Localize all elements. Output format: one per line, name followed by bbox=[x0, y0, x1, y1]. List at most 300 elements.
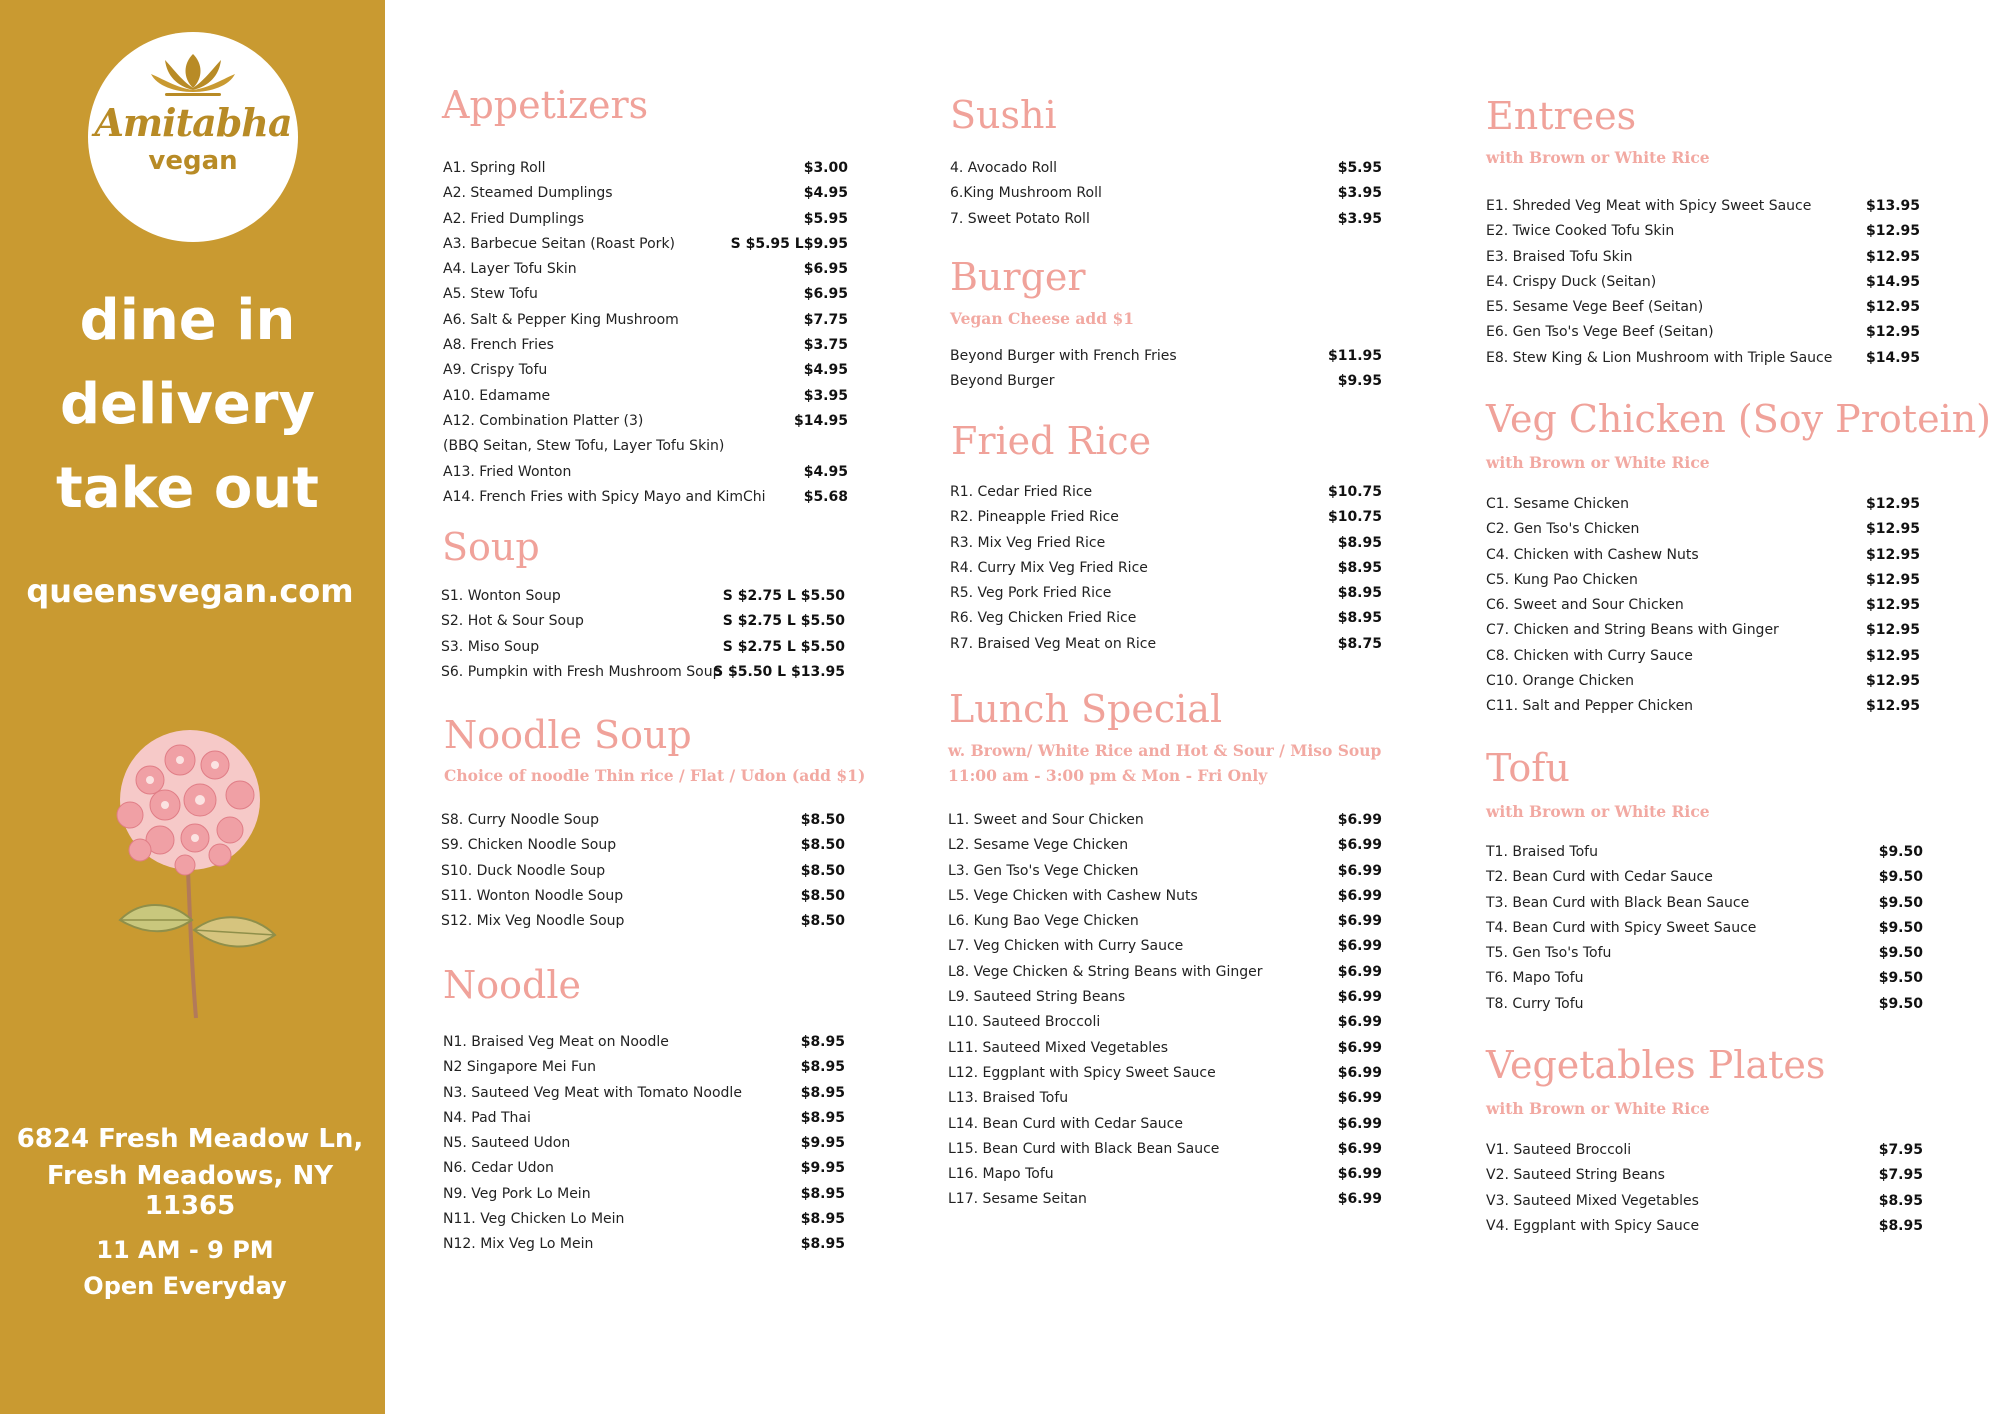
lunch-special-subtitle: w. Brown/ White Rice and Hot & Sour / Miso Soup bbox=[948, 741, 1382, 760]
menu-item bbox=[1486, 219, 1920, 244]
menu-item-price: $14.95 bbox=[1865, 273, 1920, 290]
menu-item-price: $12.95 bbox=[1865, 673, 1920, 690]
menu-item-name: L16. Mapo Tofu bbox=[948, 1166, 1054, 1183]
menu-item-price: $8.95 bbox=[1878, 1217, 1923, 1234]
menu-item-price: S $2.75 L $5.50 bbox=[722, 638, 845, 655]
menu-item-price: S $2.75 L $5.50 bbox=[722, 588, 845, 604]
menu-item-price: $6.99 bbox=[1337, 1064, 1382, 1081]
menu-item bbox=[443, 460, 848, 485]
menu-item bbox=[443, 358, 848, 383]
menu-item-name: E2. Twice Cooked Tofu Skin bbox=[1486, 223, 1675, 240]
menu-item-price: $14.95 bbox=[793, 412, 848, 429]
menu-item-name: T6. Mapo Tofu bbox=[1486, 970, 1584, 987]
menu-item-price: $6.99 bbox=[1337, 1014, 1382, 1031]
menu-item-price: $9.95 bbox=[800, 1160, 845, 1177]
menu-item-price: $8.95 bbox=[1878, 1192, 1923, 1209]
menu-item-price: $5.95 bbox=[1337, 160, 1382, 176]
menu-item-name: L8. Vege Chicken & String Beans with Ginger bbox=[948, 963, 1263, 980]
menu-item-price: $12.95 bbox=[1865, 571, 1920, 588]
logo bbox=[88, 32, 298, 242]
menu-item-price: $10.75 bbox=[1327, 484, 1382, 500]
open-everyday: Open Everyday bbox=[83, 1272, 287, 1300]
menu-item bbox=[443, 207, 848, 232]
menu-item bbox=[1486, 694, 1920, 719]
lotus-icon bbox=[143, 50, 243, 100]
menu-item bbox=[950, 581, 1382, 606]
menu-item-price: $8.50 bbox=[800, 887, 845, 904]
sushi-title: Sushi bbox=[950, 93, 1057, 137]
menu-item bbox=[1486, 1163, 1923, 1188]
menu-item-name: C11. Salt and Pepper Chicken bbox=[1486, 698, 1694, 715]
menu-item-price: $3.95 bbox=[1337, 185, 1382, 202]
menu-item-price: $8.50 bbox=[800, 913, 845, 930]
menu-item-name: C7. Chicken and String Beans with Ginger bbox=[1486, 622, 1779, 639]
menu-item bbox=[1486, 840, 1923, 865]
menu-item bbox=[443, 156, 848, 181]
menu-item-price: $12.95 bbox=[1865, 622, 1920, 639]
menu-item-price: $8.95 bbox=[800, 1059, 845, 1076]
menu-item-name: T1. Braised Tofu bbox=[1486, 844, 1598, 860]
menu-item-name: 4. Avocado Roll bbox=[950, 160, 1058, 176]
veg-chicken-list bbox=[1486, 492, 1920, 720]
menu-item-price: $9.50 bbox=[1878, 869, 1923, 886]
noodle-list bbox=[443, 1030, 845, 1258]
menu-item bbox=[1486, 568, 1920, 593]
menu-item-name: L7. Veg Chicken with Curry Sauce bbox=[948, 938, 1184, 955]
menu-item-price: $6.95 bbox=[803, 286, 848, 303]
menu-item bbox=[948, 1162, 1382, 1187]
menu-item-price: $12.95 bbox=[1865, 521, 1920, 538]
menu-item-price: $4.95 bbox=[803, 463, 848, 480]
menu-item bbox=[443, 1106, 845, 1131]
menu-item bbox=[1486, 1138, 1923, 1163]
menu-item-price: $12.95 bbox=[1865, 299, 1920, 316]
menu-item-price: $6.99 bbox=[1337, 1140, 1382, 1157]
menu-item bbox=[441, 609, 845, 634]
hydrangea-flower-icon bbox=[70, 720, 310, 1020]
menu-item-price: $12.95 bbox=[1865, 597, 1920, 614]
menu-item-price: $9.50 bbox=[1878, 970, 1923, 987]
menu-item-name: A4. Layer Tofu Skin bbox=[443, 261, 577, 278]
menu-item-price: $6.99 bbox=[1337, 1039, 1382, 1056]
menu-item-name: L1. Sweet and Sour Chicken bbox=[948, 812, 1144, 828]
menu-item-name: L15. Bean Curd with Black Bean Sauce bbox=[948, 1140, 1220, 1157]
menu-item bbox=[441, 833, 845, 858]
menu-item-name: A1. Spring Roll bbox=[443, 160, 546, 176]
menu-item-price: $3.95 bbox=[1337, 210, 1382, 227]
menu-item-name: S10. Duck Noodle Soup bbox=[441, 862, 606, 879]
menu-item-name: A9. Crispy Tofu bbox=[443, 362, 548, 379]
menu-item bbox=[1486, 194, 1920, 219]
menu-item bbox=[1486, 916, 1923, 941]
menu-item-name: C6. Sweet and Sour Chicken bbox=[1486, 597, 1684, 614]
menu-item bbox=[1486, 941, 1923, 966]
menu-item-price: $12.95 bbox=[1865, 248, 1920, 265]
menu-item bbox=[443, 232, 848, 257]
menu-item bbox=[443, 485, 848, 510]
appetizers-title: Appetizers bbox=[442, 83, 649, 127]
menu-item bbox=[948, 960, 1382, 985]
menu-item-name: T3. Bean Curd with Black Bean Sauce bbox=[1486, 894, 1750, 911]
menu-item bbox=[950, 632, 1382, 657]
menu-item bbox=[948, 985, 1382, 1010]
menu-item-name: A14. French Fries with Spicy Mayo and KimChi bbox=[443, 488, 766, 505]
soup-list bbox=[441, 584, 845, 685]
logo-subtext: vegan bbox=[148, 146, 238, 176]
menu-item-price: $12.95 bbox=[1865, 223, 1920, 240]
fried-rice-list bbox=[950, 480, 1382, 657]
menu-item-name: 7. Sweet Potato Roll bbox=[950, 210, 1090, 227]
menu-item-price: $11.95 bbox=[1327, 348, 1382, 364]
menu-item-price: S $5.95 L$9.95 bbox=[730, 235, 848, 252]
menu-item-price: $9.50 bbox=[1878, 919, 1923, 936]
menu-item bbox=[1486, 992, 1923, 1017]
menu-item-price: $7.95 bbox=[1878, 1142, 1923, 1158]
menu-item-price: $8.95 bbox=[800, 1084, 845, 1101]
menu-item-name: V2. Sauteed String Beans bbox=[1486, 1167, 1665, 1184]
menu-item-price: $6.99 bbox=[1337, 1166, 1382, 1183]
menu-item-price: $10.75 bbox=[1327, 509, 1382, 526]
menu-item-price: $3.00 bbox=[803, 160, 848, 176]
menu-item-price: $6.99 bbox=[1337, 989, 1382, 1006]
menu-item-name: N1. Braised Veg Meat on Noodle bbox=[443, 1034, 669, 1050]
appetizers-list bbox=[443, 156, 848, 510]
entrees-title: Entrees bbox=[1486, 94, 1637, 138]
menu-item bbox=[441, 909, 845, 934]
menu-item-name: N6. Cedar Udon bbox=[443, 1160, 554, 1177]
menu-item-name: E6. Gen Tso's Vege Beef (Seitan) bbox=[1486, 324, 1714, 341]
menu-item-name: L17. Sesame Seitan bbox=[948, 1191, 1087, 1208]
menu-item-name: S11. Wonton Noodle Soup bbox=[441, 887, 624, 904]
menu-item bbox=[443, 282, 848, 307]
menu-item-price: $6.99 bbox=[1337, 1115, 1382, 1132]
menu-item bbox=[950, 181, 1382, 206]
menu-item-price: $8.75 bbox=[1337, 635, 1382, 652]
menu-item bbox=[441, 884, 845, 909]
menu-item-price: $13.95 bbox=[1865, 198, 1920, 214]
sushi-list bbox=[950, 156, 1382, 232]
menu-item-name: R3. Mix Veg Fried Rice bbox=[950, 534, 1106, 551]
menu-item bbox=[948, 1187, 1382, 1212]
menu-item-name: R2. Pineapple Fried Rice bbox=[950, 509, 1119, 526]
menu-item bbox=[443, 308, 848, 333]
menu-item bbox=[1486, 1214, 1923, 1239]
menu-item-price: $6.99 bbox=[1337, 812, 1382, 828]
menu-item bbox=[443, 1030, 845, 1055]
entrees-list bbox=[1486, 194, 1920, 371]
menu-item-price: $12.95 bbox=[1865, 546, 1920, 563]
menu-item-price: $8.50 bbox=[800, 812, 845, 828]
menu-item-price: $5.95 bbox=[803, 210, 848, 227]
menu-item-price: $6.99 bbox=[1337, 963, 1382, 980]
menu-item bbox=[1486, 492, 1920, 517]
menu-item-price: S $2.75 L $5.50 bbox=[722, 613, 845, 630]
menu-item-price: $9.95 bbox=[1337, 373, 1382, 390]
menu-item bbox=[1486, 543, 1920, 568]
menu-item-price: $4.95 bbox=[803, 362, 848, 379]
menu-item bbox=[948, 884, 1382, 909]
menu-item-name: A5. Stew Tofu bbox=[443, 286, 538, 303]
menu-item-name: E4. Crispy Duck (Seitan) bbox=[1486, 273, 1657, 290]
menu-item bbox=[441, 859, 845, 884]
menu-item bbox=[443, 1131, 845, 1156]
menu-item bbox=[948, 1137, 1382, 1162]
menu-item-price: $12.95 bbox=[1865, 496, 1920, 512]
menu-item-name: A12. Combination Platter (3) bbox=[443, 412, 644, 429]
menu-item-name: C10. Orange Chicken bbox=[1486, 673, 1634, 690]
menu-item-name: V4. Eggplant with Spicy Sauce bbox=[1486, 1217, 1700, 1234]
address-city: Fresh Meadows, NY 11365 bbox=[46, 1161, 334, 1221]
menu-item-name: S12. Mix Veg Noodle Soup bbox=[441, 913, 625, 930]
menu-item-name: A6. Salt & Pepper King Mushroom bbox=[443, 311, 679, 328]
menu-item-name: C2. Gen Tso's Chicken bbox=[1486, 521, 1640, 538]
menu-item-name: Beyond Burger bbox=[950, 373, 1055, 390]
menu-item-name: R7. Braised Veg Meat on Rice bbox=[950, 635, 1157, 652]
entrees-subtitle: with Brown or White Rice bbox=[1486, 148, 1710, 167]
menu-item-price: $6.99 bbox=[1337, 1090, 1382, 1107]
menu-item-name: C5. Kung Pao Chicken bbox=[1486, 571, 1638, 588]
menu-item-price: $9.50 bbox=[1878, 844, 1923, 860]
menu-item-name: T5. Gen Tso's Tofu bbox=[1486, 945, 1612, 962]
menu-item-price: $8.50 bbox=[800, 837, 845, 854]
menu-item bbox=[1486, 669, 1920, 694]
menu-item-name: S1. Wonton Soup bbox=[441, 588, 561, 604]
menu-item bbox=[950, 531, 1382, 556]
menu-item-price: $12.95 bbox=[1865, 647, 1920, 664]
menu-item bbox=[443, 257, 848, 282]
menu-item bbox=[443, 1055, 845, 1080]
lunch-special-title: Lunch Special bbox=[949, 687, 1223, 731]
menu-item-price: $9.50 bbox=[1878, 945, 1923, 962]
menu-item-name: C4. Chicken with Cashew Nuts bbox=[1486, 546, 1699, 563]
menu-item-name: V3. Sauteed Mixed Vegetables bbox=[1486, 1192, 1699, 1209]
menu-item-name: R5. Veg Pork Fried Rice bbox=[950, 585, 1112, 602]
menu-item-name: S2. Hot & Sour Soup bbox=[441, 613, 584, 630]
menu-item-name: T4. Bean Curd with Spicy Sweet Sauce bbox=[1486, 919, 1757, 936]
menu-item-name: L9. Sauteed String Beans bbox=[948, 989, 1126, 1006]
menu-item-price: $6.99 bbox=[1337, 913, 1382, 930]
menu-item bbox=[948, 1036, 1382, 1061]
menu-item bbox=[1486, 295, 1920, 320]
hours: 11 AM - 9 PM bbox=[96, 1236, 274, 1264]
menu-item-name: L14. Bean Curd with Cedar Sauce bbox=[948, 1115, 1183, 1132]
menu-item bbox=[1486, 618, 1920, 643]
menu-item bbox=[1486, 865, 1923, 890]
lunch-special-list bbox=[948, 808, 1382, 1213]
menu-item bbox=[443, 1156, 845, 1181]
tofu-list bbox=[1486, 840, 1923, 1017]
menu-item-price: $8.95 bbox=[1337, 585, 1382, 602]
menu-item bbox=[443, 181, 848, 206]
menu-item bbox=[1486, 593, 1920, 618]
menu-item bbox=[950, 606, 1382, 631]
menu-item bbox=[1486, 891, 1923, 916]
menu-item-name: L13. Braised Tofu bbox=[948, 1090, 1069, 1107]
menu-item bbox=[441, 808, 845, 833]
menu-item-name: N3. Sauteed Veg Meat with Tomato Noodle bbox=[443, 1084, 742, 1101]
soup-title: Soup bbox=[442, 525, 540, 569]
veg-chicken-subtitle: with Brown or White Rice bbox=[1486, 453, 1710, 472]
address-street: 6824 Fresh Meadow Ln, bbox=[16, 1124, 364, 1154]
menu-item-price: $9.50 bbox=[1878, 995, 1923, 1012]
menu-item-price: $3.75 bbox=[803, 337, 848, 354]
menu-item-name: R6. Veg Chicken Fried Rice bbox=[950, 610, 1137, 627]
menu-item bbox=[950, 480, 1382, 505]
burger-subtitle: Vegan Cheese add $1 bbox=[950, 309, 1135, 328]
menu-item-name: N11. Veg Chicken Lo Mein bbox=[443, 1211, 625, 1228]
menu-item bbox=[1486, 966, 1923, 991]
logo-text: Amitabha bbox=[94, 100, 292, 145]
menu-item-name: A13. Fried Wonton bbox=[443, 463, 572, 480]
menu-item-price: $6.95 bbox=[803, 261, 848, 278]
menu-item-price: $6.99 bbox=[1337, 887, 1382, 904]
menu-item-price: $8.95 bbox=[800, 1236, 845, 1253]
noodle-title: Noodle bbox=[443, 963, 581, 1007]
noodle-soup-list bbox=[441, 808, 845, 934]
menu-item bbox=[443, 333, 848, 358]
menu-item bbox=[948, 909, 1382, 934]
menu-item bbox=[443, 384, 848, 409]
menu-item bbox=[1486, 346, 1920, 371]
menu-item-name: S8. Curry Noodle Soup bbox=[441, 812, 599, 828]
menu-item bbox=[443, 1207, 845, 1232]
menu-item bbox=[950, 207, 1382, 232]
burger-title: Burger bbox=[950, 255, 1086, 299]
veg-chicken-title: Veg Chicken (Soy Protein) bbox=[1486, 397, 1992, 441]
menu-item bbox=[1486, 644, 1920, 669]
menu-item-name: C1. Sesame Chicken bbox=[1486, 496, 1629, 512]
menu-item bbox=[443, 434, 848, 459]
menu-item-price: $12.95 bbox=[1865, 698, 1920, 715]
menu-item-price: $9.95 bbox=[800, 1135, 845, 1152]
menu-item-name: E5. Sesame Vege Beef (Seitan) bbox=[1486, 299, 1704, 316]
tofu-title: Tofu bbox=[1486, 746, 1570, 790]
menu-item-name: L5. Vege Chicken with Cashew Nuts bbox=[948, 887, 1198, 904]
menu-item-name: L2. Sesame Vege Chicken bbox=[948, 837, 1129, 854]
menu-item bbox=[441, 635, 845, 660]
menu-item bbox=[1486, 270, 1920, 295]
menu-item bbox=[948, 1112, 1382, 1137]
menu-item-price: $6.99 bbox=[1337, 837, 1382, 854]
menu-item-name: L12. Eggplant with Spicy Sweet Sauce bbox=[948, 1064, 1216, 1081]
menu-item-name: L11. Sauteed Mixed Vegetables bbox=[948, 1039, 1169, 1056]
menu-item-price: $6.99 bbox=[1337, 938, 1382, 955]
menu-item bbox=[950, 556, 1382, 581]
menu-item-name: T8. Curry Tofu bbox=[1486, 995, 1584, 1012]
menu-item-price: $8.95 bbox=[800, 1109, 845, 1126]
menu-item bbox=[1486, 245, 1920, 270]
menu-item bbox=[443, 1081, 845, 1106]
menu-item-name: S6. Pumpkin with Fresh Mushroom Soup bbox=[441, 663, 722, 680]
vegetables-title: Vegetables Plates bbox=[1486, 1043, 1826, 1087]
menu-item-name: L6. Kung Bao Vege Chicken bbox=[948, 913, 1139, 930]
menu-item-price: $3.95 bbox=[803, 387, 848, 404]
menu-item bbox=[948, 1061, 1382, 1086]
menu-item bbox=[443, 1182, 845, 1207]
menu-item bbox=[950, 505, 1382, 530]
menu-item bbox=[1486, 517, 1920, 542]
menu-item-name: E8. Stew King & Lion Mushroom with Triple Sauce bbox=[1486, 349, 1833, 366]
menu-item-name: Beyond Burger with French Fries bbox=[950, 348, 1177, 364]
menu-item bbox=[948, 934, 1382, 959]
menu-item-price: $6.99 bbox=[1337, 862, 1382, 879]
menu-item bbox=[948, 859, 1382, 884]
menu-item-price: $14.95 bbox=[1865, 349, 1920, 366]
menu-item bbox=[1486, 1189, 1923, 1214]
menu-item bbox=[948, 808, 1382, 833]
tagline-dine-in: dine in bbox=[79, 288, 296, 353]
menu-item bbox=[443, 409, 848, 434]
menu-item-name: A2. Fried Dumplings bbox=[443, 210, 585, 227]
menu-item-name: L10. Sauteed Broccoli bbox=[948, 1014, 1101, 1031]
menu-item bbox=[441, 584, 845, 609]
menu-item-price: $8.95 bbox=[800, 1185, 845, 1202]
menu-item bbox=[443, 1232, 845, 1257]
menu-item-name: T2. Bean Curd with Cedar Sauce bbox=[1486, 869, 1713, 886]
menu-item-name: E1. Shreded Veg Meat with Spicy Sweet Sauce bbox=[1486, 198, 1812, 214]
menu-item-name: A2. Steamed Dumplings bbox=[443, 185, 613, 202]
menu-item bbox=[950, 369, 1382, 394]
menu-item-name: L3. Gen Tso's Vege Chicken bbox=[948, 862, 1139, 879]
menu-item-name: A8. French Fries bbox=[443, 337, 554, 354]
sidebar bbox=[0, 0, 385, 1414]
menu-item-price: $6.99 bbox=[1337, 1191, 1382, 1208]
lunch-special-hours: 11:00 am - 3:00 pm & Mon - Fri Only bbox=[948, 766, 1268, 785]
tofu-subtitle: with Brown or White Rice bbox=[1486, 802, 1710, 821]
menu-item-name: R4. Curry Mix Veg Fried Rice bbox=[950, 559, 1148, 576]
menu-item-price: $12.95 bbox=[1865, 324, 1920, 341]
menu-item-name: A3. Barbecue Seitan (Roast Pork) bbox=[443, 235, 676, 252]
noodle-soup-title: Noodle Soup bbox=[444, 713, 692, 757]
menu-item-price: $8.95 bbox=[1337, 610, 1382, 627]
menu-item-name: V1. Sauteed Broccoli bbox=[1486, 1142, 1632, 1158]
menu-item-price: $5.68 bbox=[803, 488, 848, 505]
menu-item-price: $7.95 bbox=[1878, 1167, 1923, 1184]
menu-item bbox=[948, 1086, 1382, 1111]
menu-item-name: (BBQ Seitan, Stew Tofu, Layer Tofu Skin) bbox=[443, 438, 725, 455]
tagline-take-out: take out bbox=[56, 456, 319, 521]
menu-item-price: $8.95 bbox=[1337, 534, 1382, 551]
menu-item-name: A10. Edamame bbox=[443, 387, 551, 404]
noodle-soup-subtitle: Choice of noodle Thin rice / Flat / Udon (add $1) bbox=[444, 766, 866, 785]
menu-item-name: N2 Singapore Mei Fun bbox=[443, 1059, 596, 1076]
fried-rice-title: Fried Rice bbox=[951, 419, 1152, 463]
menu-item-price: $8.50 bbox=[800, 862, 845, 879]
menu-item-name: E3. Braised Tofu Skin bbox=[1486, 248, 1633, 265]
menu-item-price: S $5.50 L $13.95 bbox=[713, 663, 845, 680]
menu-item-price: $8.95 bbox=[1337, 559, 1382, 576]
tagline-delivery: delivery bbox=[59, 372, 316, 437]
menu-item-name: N9. Veg Pork Lo Mein bbox=[443, 1185, 591, 1202]
website[interactable]: queensvegan.com bbox=[26, 572, 354, 610]
menu-item-name: N12. Mix Veg Lo Mein bbox=[443, 1236, 594, 1253]
menu-item bbox=[948, 833, 1382, 858]
menu-item-name: C8. Chicken with Curry Sauce bbox=[1486, 647, 1693, 664]
menu-item-name: 6.King Mushroom Roll bbox=[950, 185, 1102, 202]
menu-item bbox=[948, 1010, 1382, 1035]
vegetables-list bbox=[1486, 1138, 1923, 1239]
menu-item-price: $7.75 bbox=[803, 311, 848, 328]
menu-item-price: $9.50 bbox=[1878, 894, 1923, 911]
menu-item-name: R1. Cedar Fried Rice bbox=[950, 484, 1093, 500]
menu-item-name: N4. Pad Thai bbox=[443, 1109, 531, 1126]
menu-item bbox=[1486, 320, 1920, 345]
menu-item-price: $8.95 bbox=[800, 1034, 845, 1050]
menu-item-price: $4.95 bbox=[803, 185, 848, 202]
menu-item-name: S9. Chicken Noodle Soup bbox=[441, 837, 617, 854]
menu-item-name: N5. Sauteed Udon bbox=[443, 1135, 571, 1152]
vegetables-subtitle: with Brown or White Rice bbox=[1486, 1099, 1710, 1118]
